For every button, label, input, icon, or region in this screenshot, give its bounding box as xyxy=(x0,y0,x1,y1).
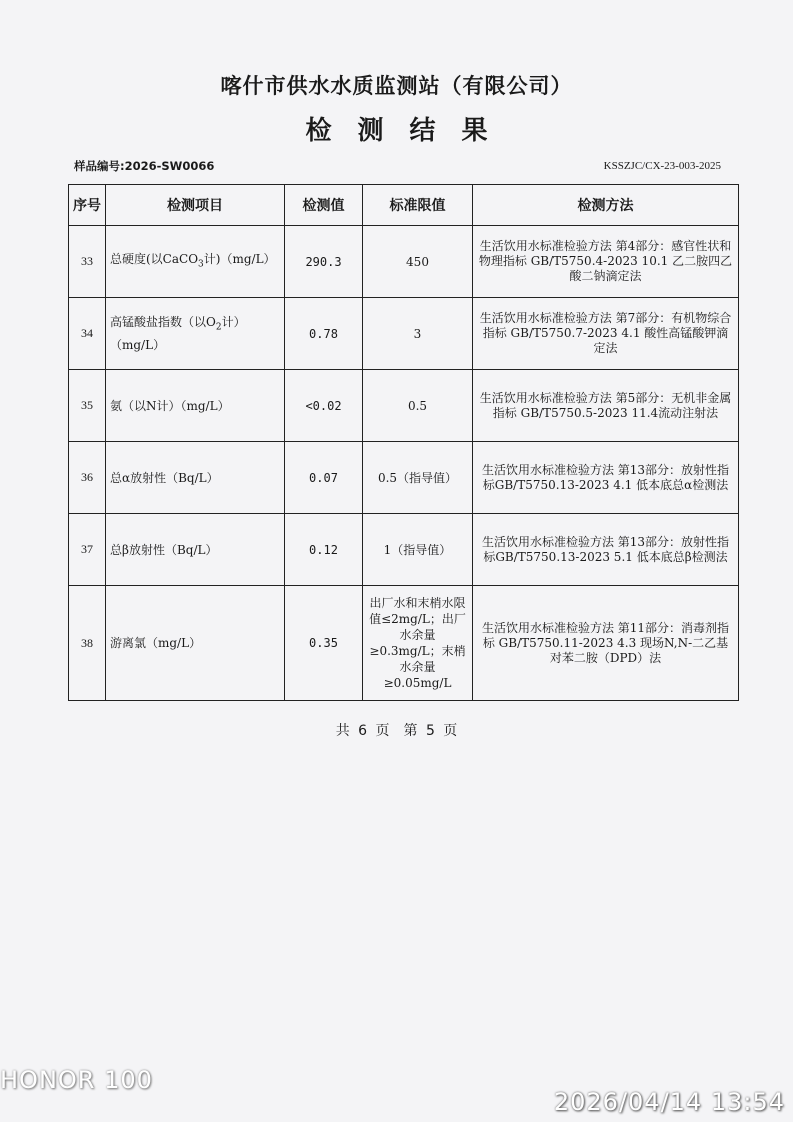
table-row xyxy=(69,442,739,514)
row-item xyxy=(106,370,285,442)
row-serial: 34 xyxy=(69,298,106,370)
row-limit: 450 xyxy=(363,226,473,298)
item-text: 总β放射性（Bq/L） xyxy=(110,542,218,557)
document-title: 检测结果 xyxy=(305,116,514,146)
table-row xyxy=(69,586,739,701)
device-watermark: HONOR 100 xyxy=(0,1066,153,1094)
row-item xyxy=(106,442,285,514)
row-serial: 36 xyxy=(69,442,106,514)
row-serial: 33 xyxy=(69,226,106,298)
row-value: 0.78 xyxy=(285,298,363,370)
table-row xyxy=(69,370,739,442)
item-text: 游离氯（mg/L） xyxy=(110,636,202,650)
header-method: 检测方法 xyxy=(473,185,739,226)
row-value: <0.02 xyxy=(285,370,363,442)
table-header-row xyxy=(69,185,739,226)
row-method: 生活饮用水标准检验方法 第13部分：放射性指标GB/T5750.13-2023 5.1 低本底总β检测法 xyxy=(473,514,739,586)
row-method: 生活饮用水标准检验方法 第5部分：无机非金属指标 GB/T5750.5-2023 11.4流动注射法 xyxy=(473,370,739,442)
row-method: 生活饮用水标准检验方法 第11部分：消毒剂指标 GB/T5750.11-2023 4.3 现场N,N-二乙基对苯二胺（DPD）法 xyxy=(473,586,739,701)
row-value: 0.35 xyxy=(285,586,363,701)
row-serial: 35 xyxy=(69,370,106,442)
item-text: 总硬度(以CaCO xyxy=(110,251,199,266)
organization-title: 喀什市供水水质监测站（有限公司） xyxy=(220,74,573,98)
row-method: 生活饮用水标准检验方法 第7部分：有机物综合指标 GB/T5750.7-2023 4.1 酸性高锰酸钾滴定法 xyxy=(473,298,739,370)
item-text-suffix: 计）（mg/L） xyxy=(110,314,246,353)
row-method: 生活饮用水标准检验方法 第13部分：放射性指标GB/T5750.13-2023 4.1 低本底总α检测法 xyxy=(473,442,739,514)
row-limit: 1（指导值） xyxy=(363,514,473,586)
row-limit: 出厂水和末梢水限值≤2mg/L；出厂水余量≥0.3mg/L；末梢水余量≥0.05mg/L xyxy=(363,586,473,701)
table-row xyxy=(69,226,739,298)
row-item xyxy=(106,298,285,370)
row-value: 0.07 xyxy=(285,442,363,514)
form-code: KSSZJC/CX-23-003-2025 xyxy=(603,160,721,172)
header-serial: 序号 xyxy=(69,185,106,226)
page-indicator: 共 6 页 第 5 页 xyxy=(335,723,458,739)
header-item: 检测项目 xyxy=(106,185,285,226)
item-subscript: 3 xyxy=(198,259,204,270)
row-value: 0.12 xyxy=(285,514,363,586)
row-serial: 37 xyxy=(69,514,106,586)
photo-timestamp: 2026/04/14 13:54 xyxy=(553,1088,785,1116)
sample-number: 样品编号:2026-SW0066 xyxy=(74,159,215,173)
header-limit: 标准限值 xyxy=(363,185,473,226)
table-row xyxy=(69,514,739,586)
header-value: 检测值 xyxy=(285,185,363,226)
row-serial: 38 xyxy=(69,586,106,701)
row-item xyxy=(106,226,285,298)
row-limit: 0.5 xyxy=(363,370,473,442)
row-limit: 0.5（指导值） xyxy=(363,442,473,514)
item-text: 高锰酸盐指数（以O xyxy=(110,314,216,329)
item-subscript: 2 xyxy=(215,322,222,333)
results-table xyxy=(68,184,739,701)
row-item xyxy=(106,514,285,586)
item-text: 总α放射性（Bq/L） xyxy=(110,470,219,485)
item-text: 氨（以N计）（mg/L） xyxy=(110,398,230,413)
row-method: 生活饮用水标准检验方法 第4部分：感官性状和物理指标 GB/T5750.4-2023 10.1 乙二胺四乙酸二钠滴定法 xyxy=(473,226,739,298)
row-limit: 3 xyxy=(363,298,473,370)
row-item xyxy=(106,586,285,701)
row-value: 290.3 xyxy=(285,226,363,298)
item-text-suffix: 计)（mg/L） xyxy=(203,251,276,266)
table-row xyxy=(69,298,739,370)
